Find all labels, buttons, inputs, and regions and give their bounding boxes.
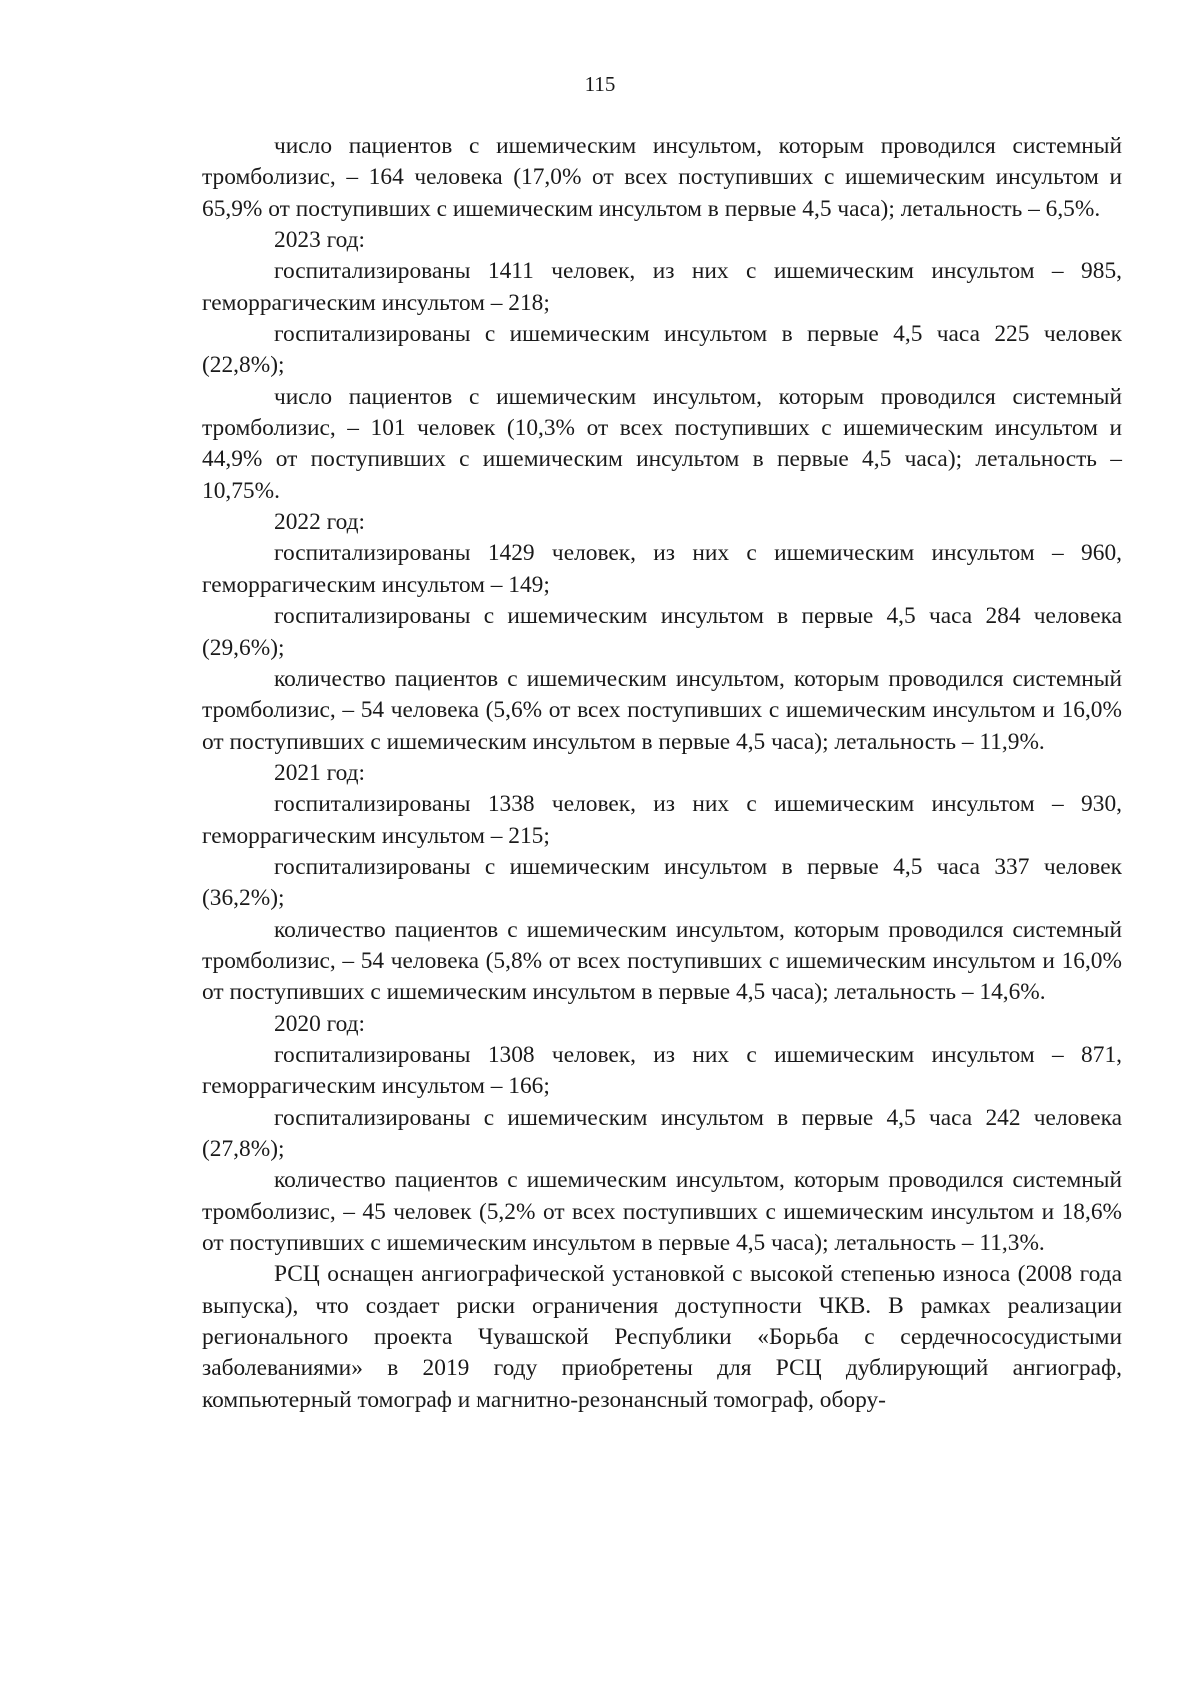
paragraph-thrombolysis-2024: число пациентов с ишемическим инсультом, которым проводился системный тромболизис, – 164 человека (17,0% от всех поступивших с ишемическим инсультом и 65,9% от поступивших с ишемическим инсультом в первые 4,5 часа); летальность – 6,5%.	[202, 133, 1122, 222]
paragraph-hospitalized-2021: госпитализированы 1338 человек, из них с ишемическим инсультом – 930, геморрагическим инсультом – 215;	[202, 791, 1122, 849]
page-number: 115	[584, 72, 616, 96]
paragraph-thrombolysis-2020: количество пациентов с ишемическим инсультом, которым проводился системный тромболизис, – 45 человек (5,2% от всех поступивших с ишемическим инсультом и 18,6% от поступивших с ишемическим инсультом в первые 4,5 часа); летальность – 11,3%.	[202, 1167, 1122, 1257]
year-heading-2022: 2022 год:	[274, 509, 366, 536]
paragraph-first-hours-2021: госпитализированы с ишемическим инсультом в первые 4,5 часа 337 человек (36,2%);	[202, 853, 1122, 912]
paragraph-thrombolysis-2023: число пациентов с ишемическим инсультом, которым проводился системный тромболизис, – 101 человек (10,3% от всех поступивших с ишемическим инсультом и 44,9% от поступивших с ишемическим инсультом в первые 4,5 часа); летальность – 10,75%.	[202, 383, 1122, 504]
paragraph-hospitalized-2023: госпитализированы 1411 человек, из них с ишемическим инсультом – 985, геморрагическим инсультом – 218;	[202, 258, 1122, 316]
year-heading-2023: 2023 год:	[274, 227, 366, 254]
document-body	[202, 131, 1122, 1416]
paragraph-thrombolysis-2021: количество пациентов с ишемическим инсультом, которым проводился системный тромболизис, – 54 человека (5,8% от всех поступивших с ишемическим инсультом и 16,0% от поступивших с ишемическим инсультом в первые 4,5 часа); летальность – 14,6%.	[202, 916, 1122, 1006]
paragraph-first-hours-2023: госпитализированы с ишемическим инсультом в первые 4,5 часа 225 человек (22,8%);	[202, 321, 1122, 379]
paragraph-equipment: РСЦ оснащен ангиографической установкой с высокой степенью износа (2008 года выпуска), что создает риски ограничения доступности ЧКВ. В рамках реализации регионального проекта Чувашской Республики «Борьба с сердечнососудистыми заболеваниями» в 2019 году приобретены для РСЦ дублирующий ангиограф, компьютерный томограф и магнитно-резонансный томограф, обору-	[202, 1261, 1122, 1413]
paragraph-hospitalized-2020: госпитализированы 1308 человек, из них с ишемическим инсультом – 871, геморрагическим инсультом – 166;	[202, 1041, 1122, 1100]
paragraph-first-hours-2022: госпитализированы с ишемическим инсультом в первые 4,5 часа 284 человека (29,6%);	[202, 603, 1122, 661]
year-heading-2020: 2020 год:	[274, 1010, 366, 1037]
paragraph-thrombolysis-2022: количество пациентов с ишемическим инсультом, которым проводился системный тромболизис, – 54 человека (5,6% от всех поступивших с ишемическим инсультом и 16,0% от поступивших с ишемическим инсультом в первые 4,5 часа); летальность – 11,9%.	[202, 665, 1122, 755]
paragraph-hospitalized-2022: госпитализированы 1429 человек, из них с ишемическим инсультом – 960, геморрагическим инсультом – 149;	[202, 540, 1122, 598]
year-heading-2021: 2021 год:	[274, 759, 366, 786]
paragraph-first-hours-2020: госпитализированы с ишемическим инсультом в первые 4,5 часа 242 человека (27,8%);	[202, 1104, 1122, 1162]
